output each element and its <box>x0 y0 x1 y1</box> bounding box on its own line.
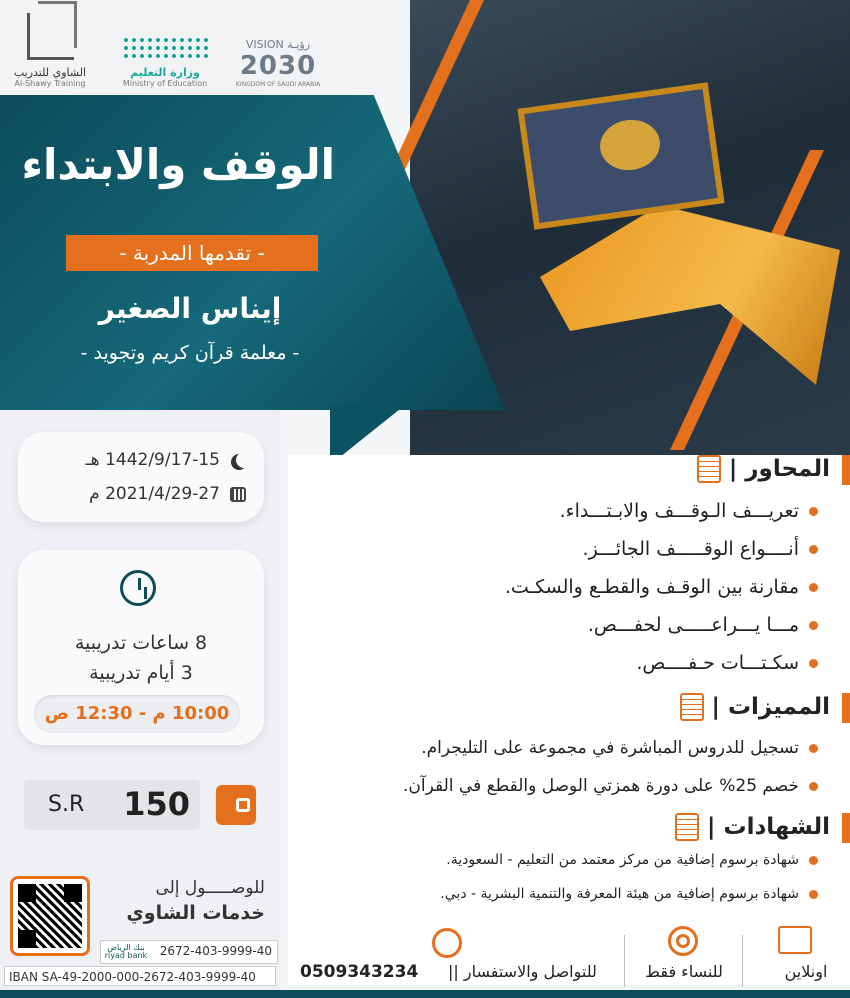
list-item: تسجيل للدروس المباشرة في مجموعة على التليجرام. <box>421 738 818 758</box>
bullet-icon <box>809 744 818 753</box>
presenter-label: - تقدمها المدربة - <box>66 235 318 271</box>
vision-2030-logo <box>228 8 328 88</box>
reach-label: للوصـــــول إلى <box>155 878 265 898</box>
bullet-icon <box>809 583 818 592</box>
section-marker <box>842 693 850 723</box>
women-only-label: للنساء فقط <box>645 962 723 981</box>
contact-label: للتواصل والاستفسار || <box>448 962 597 981</box>
bullet-icon <box>809 782 818 791</box>
wallet-icon <box>216 785 256 825</box>
whatsapp-icon[interactable] <box>432 928 462 958</box>
shawy-services-label: خدمات الشاوي <box>126 902 265 924</box>
document-icon <box>697 455 721 483</box>
price-currency: S.R <box>48 792 85 817</box>
section-marker <box>842 455 850 485</box>
section-marker <box>842 813 850 843</box>
price-amount: 150 <box>123 785 190 823</box>
document-icon <box>680 693 704 721</box>
list-item: مـــا يـــراعـــــى لحفـــص. <box>588 614 818 636</box>
hijri-date: 1442/9/17-15 هـ <box>85 450 220 470</box>
list-item: مقارنة بين الوقـف والقطـع والسكـت. <box>505 576 818 598</box>
shawy-logo <box>0 8 100 88</box>
bank-logo: بنك الرياض riyad bank <box>104 943 148 960</box>
shawy-logo-mark <box>27 13 74 60</box>
separator: | <box>707 814 716 840</box>
moe-logo-subtext: Ministry of Education <box>122 79 208 88</box>
moon-icon <box>236 452 252 468</box>
bottom-bar <box>0 990 850 998</box>
list-item: شهادة برسوم إضافية من هيئة المعرفة والتنمية البشرية - دبي. <box>440 886 818 902</box>
bullet-icon <box>809 659 818 668</box>
course-title: الوقف والابتداء <box>21 140 335 189</box>
trainer-role: - معلمة قرآن كريم وتجويد - <box>80 342 300 364</box>
moe-logo-text: وزارة التعليم <box>130 66 200 79</box>
clock-icon <box>120 570 156 606</box>
topics-header <box>697 455 830 483</box>
bullet-icon <box>809 856 818 865</box>
certificates-title: الشهادات <box>723 814 830 840</box>
target-icon <box>668 926 698 956</box>
training-hours: 8 ساعات تدريبية <box>74 632 208 654</box>
training-days: 3 أيام تدريبية <box>89 662 193 684</box>
qr-code-icon[interactable] <box>18 884 82 948</box>
list-item: خصم 25% على دورة همزتي الوصل والقطع في القرآن. <box>403 776 818 796</box>
list-item: شهادة برسوم إضافية من مركز معتمد من التعليم - السعودية. <box>446 852 818 868</box>
certificates-header <box>675 813 830 841</box>
bullet-icon <box>809 621 818 630</box>
moe-logo <box>110 8 220 88</box>
trainer-name: إيناس الصغير <box>98 292 282 325</box>
separator: | <box>711 694 720 720</box>
list-item: تعريـــف الـوقـــف والابـتـــداء. <box>560 500 818 522</box>
shawy-logo-subtext: Al-Shawy Training <box>14 79 86 88</box>
online-screen-icon <box>778 926 812 954</box>
list-item: أنــــواع الوقـــــف الجائـــز. <box>583 538 818 560</box>
iban: IBAN SA-49-2000-000-2672-403-9999-40 <box>4 966 276 986</box>
gregorian-date: 2021/4/29-27 م <box>89 484 220 504</box>
online-label: اونلاين <box>784 962 828 981</box>
divider <box>742 935 743 987</box>
bank-account-number: 2672-403-9999-40 <box>159 944 272 958</box>
vision-year: 2030 <box>239 51 317 81</box>
divider <box>624 935 625 987</box>
time-slot: 10:00 م - 12:30 ص <box>34 695 240 733</box>
calendar-icon <box>230 487 246 502</box>
phone-number[interactable]: 0509343234 <box>300 962 419 982</box>
moe-logo-mark <box>122 36 208 62</box>
features-title: المميزات <box>727 694 830 720</box>
bullet-icon <box>809 507 818 516</box>
list-item: سكـتـــات حـفــــص. <box>636 652 818 674</box>
vision-label: VISION رؤيـة <box>245 38 311 51</box>
bullet-icon <box>809 545 818 554</box>
separator: | <box>728 456 738 482</box>
shawy-logo-text: الشاوي للتدريب <box>13 66 87 79</box>
gregorian-date-row <box>89 484 246 504</box>
vision-subtext: KINGDOM OF SAUDI ARABIA <box>235 81 321 88</box>
date-card <box>18 432 264 522</box>
document-icon <box>675 813 699 841</box>
features-header <box>680 693 830 721</box>
hijri-date-row <box>86 450 246 470</box>
bullet-icon <box>809 890 818 899</box>
topics-title: المحاور <box>745 456 830 482</box>
